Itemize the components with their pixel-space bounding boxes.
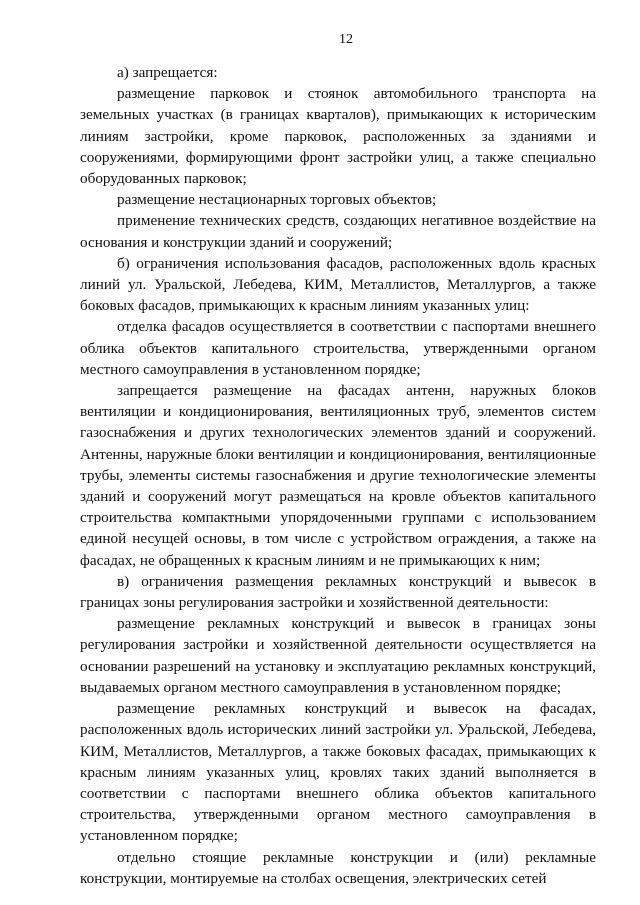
paragraph: отдельно стоящие рекламные конструкции и (или) рекламные конструкции, монтируемые на столбах освещения, электрических сетей	[80, 848, 596, 887]
paragraph: размещение рекламных конструкций и вывесок на фасадах, расположенных вдоль исторических линий застройки ул. Уральской, Лебедева, КИМ, Металлистов, Металлургов, а также боковых фасадах, примыкающих к красным линиям указанных улиц, кровлях таких зданий выполняется в соответствии с паспортами внешнего облика объектов капитального строительства, утвержденными органом местного самоуправления в установленном порядке;	[80, 700, 596, 845]
page-number: 12	[339, 32, 353, 47]
paragraph: размещение нестационарных торговых объектов;	[117, 191, 437, 209]
paragraph: а) запрещается:	[117, 64, 218, 81]
document-body	[80, 62, 596, 889]
paragraph: в) ограничения размещения рекламных конструкций и вывесок в границах зоны регулирования застройки и хозяйственной деятельности:	[80, 572, 596, 612]
paragraph: б) ограничения использования фасадов, расположенных вдоль красных линий ул. Уральской, Лебедева, КИМ, Металлистов, Металлургов, а также боковых фасадов, примыкающих к красным линиям указанных улиц:	[80, 254, 596, 315]
paragraph: запрещается размещение на фасадах антенн, наружных блоков вентиляции и кондиционирования, вентиляционных труб, элементов систем газоснабжения и других технологических элементов зданий и сооружений. Антенны, наружные блоки вентиляции и кондиционирования, вентиляционные трубы, элементы системы газоснабжения и другие технологические элементы зданий и сооружений могут размещаться на кровле объектов капитального строительства компактными упорядоченными группами с использованием единой несущей основы, в том числе с устройством ограждения, а также на фасадах, не обращенных к красным линиям и не примыкающих к ним;	[80, 382, 596, 569]
paragraph: применение технических средств, создающих негативное воздействие на основания и конструкции зданий и сооружений;	[80, 212, 596, 251]
paragraph: размещение рекламных конструкций и вывесок в границах зоны регулирования застройки и хозяйственной деятельности осуществляется на основании разрешений на установку и эксплуатацию рекламных конструкций, выдаваемых органом местного самоуправления в установленном порядке;	[80, 615, 596, 696]
paragraph: отделка фасадов осуществляется в соответствии с паспортами внешнего облика объектов капитального строительства, утвержденными органом местного самоуправления в установленном порядке;	[80, 318, 596, 378]
paragraph: размещение парковок и стоянок автомобильного транспорта на земельных участках (в границах кварталов), примыкающих к историческим линиям застройки, кроме парковок, расположенных за зданиями и сооружениями, формирующими фронт застройки улиц, а также специально оборудованных парковок;	[80, 85, 596, 188]
